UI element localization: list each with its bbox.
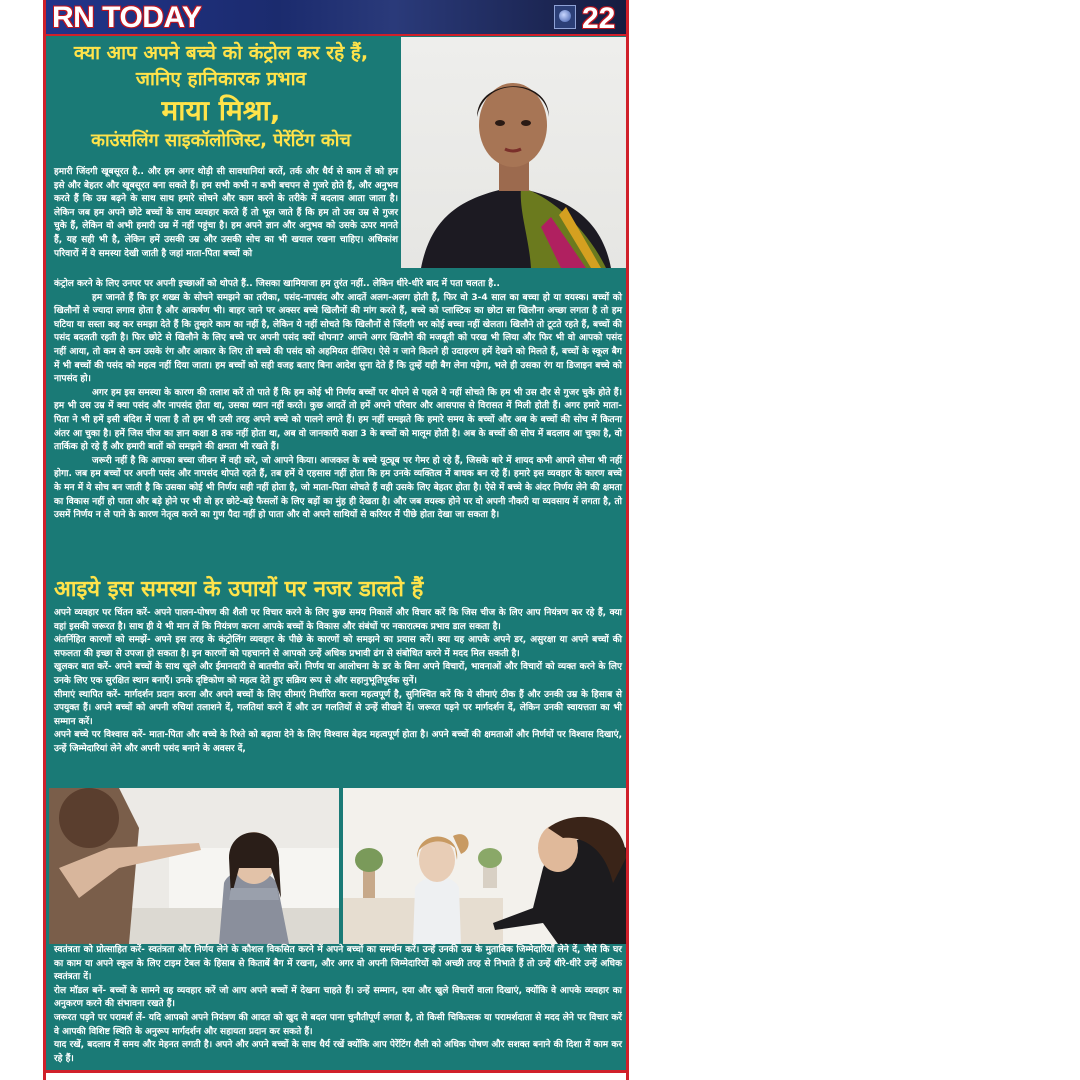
body-paragraph-3: जरूरी नहीं है कि आपका बच्चा जीवन में वही करे, जो आपने किया। आजकल के बच्चे यूट्यूब पर गेमर हो रहे हैं, जिसके बारे में शायद कभी आपने सोचा भी नहीं होगा. जब हम बच्चों पर अपनी पसंद और नापसंद थोपते रहते हैं, तब हमें ये एहसास नहीं होता कि हम उनके व्यक्तित्व में बाधक बन रहे हैं। हमारे इस व्यवहार के कारण बच्चे के मन में ये सोच बन जाती है कि उसका कोई भी निर्णय सही नहीं होता है, जो माता-पिता सोचते हैं वही उसके लिए बेहतर होता है। ऐसे में बच्चे के अंदर निर्णय लेने की क्षमता का विकास नहीं हो पाता और बड़े होने पर भी वो हर छोटे-बड़े फैसलों के लिए बड़ों का मुंह ही देखता है। और जब वयस्क होने पर वो अपनी नौकरी या व्यवसाय में लगता है, तो उसमें निर्णय न ले पाने के कारण नेतृत्व करने का गुण पैदा नहीं हो पाता और वो अपने साथियों से करियर में पीछे होता देखा जा सकता है। xyxy=(54,455,622,521)
masthead xyxy=(46,0,626,36)
magazine-emblem-icon xyxy=(554,5,576,29)
page-footer-rule xyxy=(46,1070,626,1080)
article-body xyxy=(54,278,622,523)
section-subheading: आइये इस समस्या के उपायों पर नजर डालते हैं xyxy=(54,577,424,602)
tips-list-top xyxy=(54,607,622,757)
brand-logo: RN TODAY xyxy=(52,1,202,34)
article-header xyxy=(46,36,396,166)
tip-item: जरूरत पड़ने पर परामर्श लें- यदि आपको अपने नियंत्रण की आदत को खुद से बदल पाना चुनौतीपूर्ण लगता है, तो किसी चिकित्सक या परामर्शदाता से मदद लेने पर विचार करें वे आपकी विशिष्ट स्थिति के अनुरूप मार्गदर्शन और सहायता प्रदान कर सकते हैं। xyxy=(54,1012,622,1037)
author-portrait xyxy=(401,37,626,268)
body-paragraph-1: हम जानते हैं कि हर शख्स के सोचने समझने का तरीका, पसंद-नापसंद और आदतें अलग-अलग होती हैं, फिर वो 3-4 साल का बच्चा हो या वयस्क। बच्चों को खिलौनों से ज्यादा लगाव होता है और आकर्षण भी। बाहर जाने पर अक्सर बच्चे खिलौनों की मांग करते हैं, बच्चे को प्लास्टिक का छोटा सा खिलौना अच्छा लगता है तो हम घटिया या सस्ता कह कर समझा देते हैं कि तुम्हारे काम का नहीं है, लेकिन ये नहीं सोचते कि खिलौनों से जिंदगी भर कोई बच्चा नहीं खेलता। खिलौने तो टूटते रहते हैं, बच्चों की पसंद बदलती रहती है। फिर छोटे से खिलौने के लिए बच्चे पर अपनी पसंद क्यों थोपना? आपने अगर खिलौने की मजबूती को परख भी लिया और फिर भी वो आपको पसंद नहीं आया, तो कम से कम उसके रंग और आकार के लिए तो बच्चे की पसंद को अहमियत दीजिए। ऐसे न जाने कितने ही उदाहरण हमें देखने को मिलते हैं, बच्चों के स्कूल बैग में भी बच्चों की पसंद को महत्व नहीं दिया जाता। हम बच्चों को सही वजह बताए बिना आदेश सुना देते हैं कि तुम्हें यही बैग लेना पड़ेगा, भले ही उसका रंग या डिजाइन बच्चे को नापसंद हो। xyxy=(54,292,622,385)
tip-item: स्वतंत्रता को प्रोत्साहित करें- स्वतंत्रता और निर्णय लेने के कौशल विकसित करने में अपने बच्चों का समर्थन करें। उन्हें उनकी उम्र के मुताबिक जिम्मेदारियाँ लेने दें, जैसे कि घर का काम या अपने स्कूल के लिए टाइम टेबल के हिसाब से किताबें बैग में रखना, और अगर वो अपनी जिम्मेदारियों को अच्छी तरह से निभाते हैं तो उन्हें धीरे-धीरे उन्हें अधिक स्वतंत्रता दें। xyxy=(54,945,622,983)
photo-mother-arguing-with-daughter xyxy=(343,788,626,944)
magazine-page xyxy=(43,0,629,1080)
tip-item: याद रखें, बदलाव में समय और मेहनत लगती है। अपने और अपने बच्चों के साथ धैर्य रखें क्योंकि आप पेरेंटिंग शैली को अधिक पोषण और सशक्त बनाने की दिशा में काम कर रहे हैं। xyxy=(54,1040,622,1064)
author-designation: काउंसलिंग साइकॉलोजिस्ट, पेरेंटिंग कोच xyxy=(91,130,351,151)
tip-item: सीमाएं स्थापित करें- मार्गदर्शन प्रदान करना और अपने बच्चों के लिए सीमाएं निर्धारित करना महत्वपूर्ण है, सुनिश्चित करें कि ये सीमाएं ठीक हैं और उनकी उम्र के हिसाब से उपयुक्त हैं। अपने बच्चों को अपनी रुचियां तलाशने दें, गलतियां करने दें और उन गलतियों से उन्हें सीखने दें। जरूरत पड़ने पर मार्गदर्शन दें, लेकिन उनकी स्वायत्तता का भी सम्मान करें। xyxy=(54,689,622,727)
article-headline: क्या आप अपने बच्चे को कंट्रोल कर रहे हैं, जानिए हानिकारक प्रभाव xyxy=(73,42,369,90)
tip-item: खुलकर बात करें- अपने बच्चों के साथ खुले और ईमानदारी से बातचीत करें। निर्णय या आलोचना के डर के बिना अपने विचारों, भावनाओं और विचारों को व्यक्त करने के लिए उनके लिए एक सुरक्षित स्थान बनाएँ। उनके दृष्टिकोण को महत्व देते हुए सक्रिय रूप से और सहानुभूतिपूर्वक सुनें। xyxy=(54,662,622,686)
photo-parent-scolding-child xyxy=(49,788,339,944)
intro-continuation: कंट्रोल करने के लिए उनपर पर अपनी इच्छाओं को थोपते हैं.. जिसका खामियाजा हम तुरंत नहीं.. लेकिन धीरे-धीरे बाद में पता चलता है.. xyxy=(54,279,500,289)
tips-list-bottom xyxy=(54,944,622,1066)
tip-item: रोल मॉडल बनें- बच्चों के सामने वह व्यवहार करें जो आप अपने बच्चों में देखना चाहते हैं। उन्हें सम्मान, दया और खुले विचारों वाला दिखाएं, क्योंकि वे आपके व्यवहार का अनुकरण करने की संभावना रखते हैं। xyxy=(54,985,622,1010)
tip-item: अंतर्निहित कारणों को समझें- अपने इस तरह के कंट्रोलिंग व्यवहार के पीछे के कारणों को समझने का प्रयास करें। क्या यह आपके अपने डर, असुरक्षा या अपने बच्चों की सफलता की इच्छा से उपजा हो सकता है। इन कारणों को पहचानने से आपको उन्हें अधिक प्रभावी ढंग से संबोधित करने में मदद मिल सकती है। xyxy=(54,635,622,659)
tip-item: अपने बच्चे पर विश्वास करें- माता-पिता और बच्चे के रिश्ते को बढ़ावा देने के लिए विश्वास बेहद महत्वपूर्ण होता है। अपने बच्चों की क्षमताओं और निर्णयों पर विश्वास दिखाएं, उन्हें जिम्मेदारियां लेने और अपनी पसंद बनाने के अवसर दें, xyxy=(54,730,622,754)
tip-item: अपने व्यवहार पर चिंतन करें- अपने पालन-पोषण की शैली पर विचार करने के लिए कुछ समय निकालें और विचार करें कि जिस चीज के लिए आप नियंत्रण कर रहे हैं, क्या वहां इसकी जरूरत है। साथ ही ये भी मान लें कि नियंत्रण करना आपके बच्चों के विकास और संबंधों पर नकारात्मक प्रभाव डाल सकता है। xyxy=(54,608,622,632)
body-paragraph-2: अगर हम इस समस्या के कारण की तलाश करें तो पाते हैं कि हम कोई भी निर्णय बच्चों पर थोपने से पहले ये नहीं सोचते कि हम भी उस दौर से गुजर चुके होते हैं। हम भी उस उम्र में क्या पसंद और नापसंद होता था, उसका ध्यान नहीं करते। कुछ आदतें तो हमें अपने परिवार और आसपास से विरासत में मिली होती हैं। अगर हमारे माता-पिता ने भी हमें इसी बंदिश में पाला है तो हम भी उसी तरह अपने बच्चे को पालने लगते हैं। हम नहीं समझते कि हमारे समय के बच्चों और अब के बच्चों की सोच में कितना अंतर आ चुका है। हमें जिस चीज का ज्ञान कक्षा 8 तक नहीं होता था, अब वो जानकारी कक्षा 3 के बच्चों को मालूम होती है। अब के बच्चों की सोच में बदलाव आ चुका है, वो तार्किक हो रहे हैं और हमारी बातों को समझने की क्षमता भी रखते हैं। xyxy=(54,387,622,453)
page-number: 22 xyxy=(582,2,616,35)
intro-paragraph: हमारी जिंदगी खूबसूरत है.. और हम अगर थोड़ी सी सावधानियां बरतें, तर्क और धैर्य से काम लें को हम इसे और बेहतर और खूबसूरत बना सकते हैं। हम सभी कभी न कभी बचपन से गुजरे होते हैं, और अनुभव करते हैं कि उम्र बढ़ने के साथ साथ हमारे सोचने और काम करने के तरीके में बदलाव आता जाता है। लेकिन जब हम अपने छोटे बच्चों के साथ व्यवहार करते हैं तो भूल जाते हैं कि हम तो उस उम्र से गुजर चुके हैं, लेकिन वो अभी हमारी उम्र में नहीं पहुंचा है। हम अपने ज्ञान और अनुभव को उसके ऊपर मानते हैं, यह सही भी है, लेकिन हमें उसकी उम्र और उसकी सोच का भी खयाल रखना चाहिए। अधिकांश परिवारों में ये समस्या देखी जाती है जहां माता-पिता बच्चों को xyxy=(54,167,398,259)
article-intro xyxy=(54,166,398,261)
author-name: माया मिश्रा, xyxy=(161,94,281,127)
